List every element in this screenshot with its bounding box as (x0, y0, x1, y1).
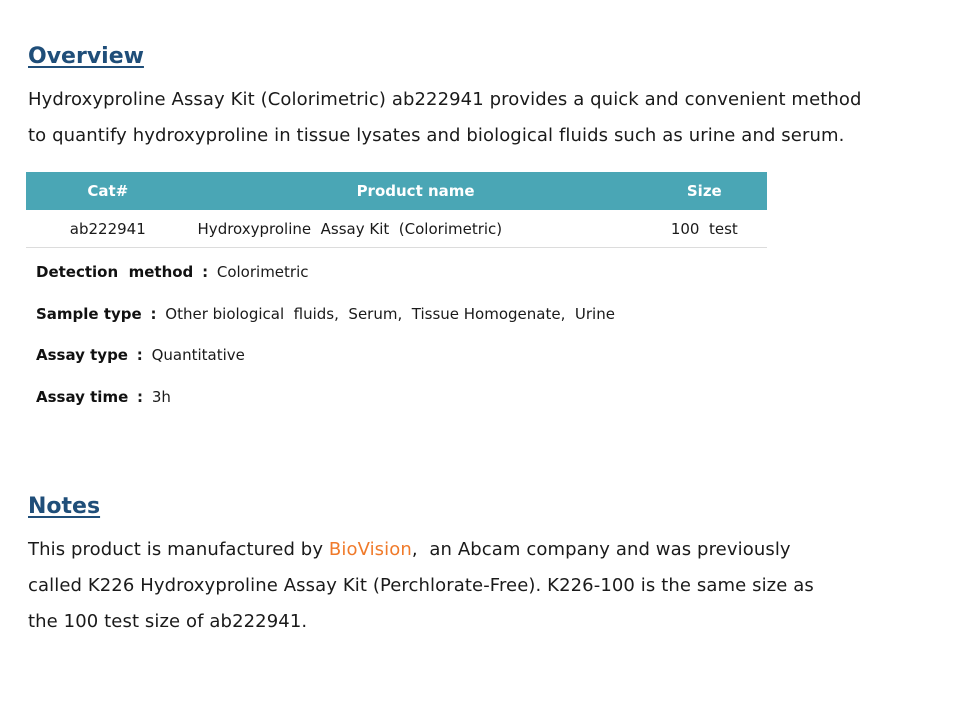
detail-assay-type (36, 346, 245, 364)
cell-product-name: Hydroxyproline Assay Kit (Colorimetric) (190, 210, 642, 248)
detail-label: Assay type (36, 346, 128, 364)
notes-line-1-prefix: This product is manufactured by (28, 539, 329, 560)
cell-cat: ab222941 (26, 210, 190, 248)
biovision-link[interactable]: BioVision (328, 539, 412, 560)
detail-value: 3h (151, 388, 171, 406)
detail-detection-method (36, 263, 309, 281)
detail-label: Assay time (36, 388, 129, 406)
product-table (26, 172, 767, 248)
header-cat: Cat# (26, 172, 190, 210)
header-size: Size (642, 172, 767, 210)
notes-line-3: the 100 test size of ab222941. (28, 611, 308, 632)
detail-value: Quantitative (151, 346, 245, 364)
detail-separator: : (136, 346, 143, 364)
detail-label: Sample type (36, 305, 142, 323)
cell-size: 100 test (642, 210, 767, 248)
detail-label: Detection method (36, 263, 194, 281)
detail-separator: : (150, 305, 157, 323)
table-header-row (26, 172, 767, 210)
table-row (26, 210, 767, 248)
notes-line-1 (28, 539, 791, 560)
header-product-name: Product name (190, 172, 642, 210)
detail-sample-type (36, 305, 615, 323)
detail-value: Other biological fluids, Serum, Tissue Homogenate, Urine (165, 305, 615, 323)
overview-heading: Overview (28, 44, 144, 69)
notes-line-1-suffix: , an Abcam company and was previously (411, 539, 791, 560)
overview-line-2: to quantify hydroxyproline in tissue lysates and biological fluids such as urine and serum. (28, 125, 845, 146)
detail-assay-time (36, 388, 171, 406)
overview-line-1: Hydroxyproline Assay Kit (Colorimetric) ab222941 provides a quick and convenient method (28, 89, 862, 110)
detail-separator: : (202, 263, 209, 281)
notes-line-2: called K226 Hydroxyproline Assay Kit (Perchlorate-Free). K226-100 is the same size as (28, 575, 814, 596)
detail-value: Colorimetric (216, 263, 309, 281)
notes-heading: Notes (28, 494, 101, 519)
detail-separator: : (137, 388, 144, 406)
